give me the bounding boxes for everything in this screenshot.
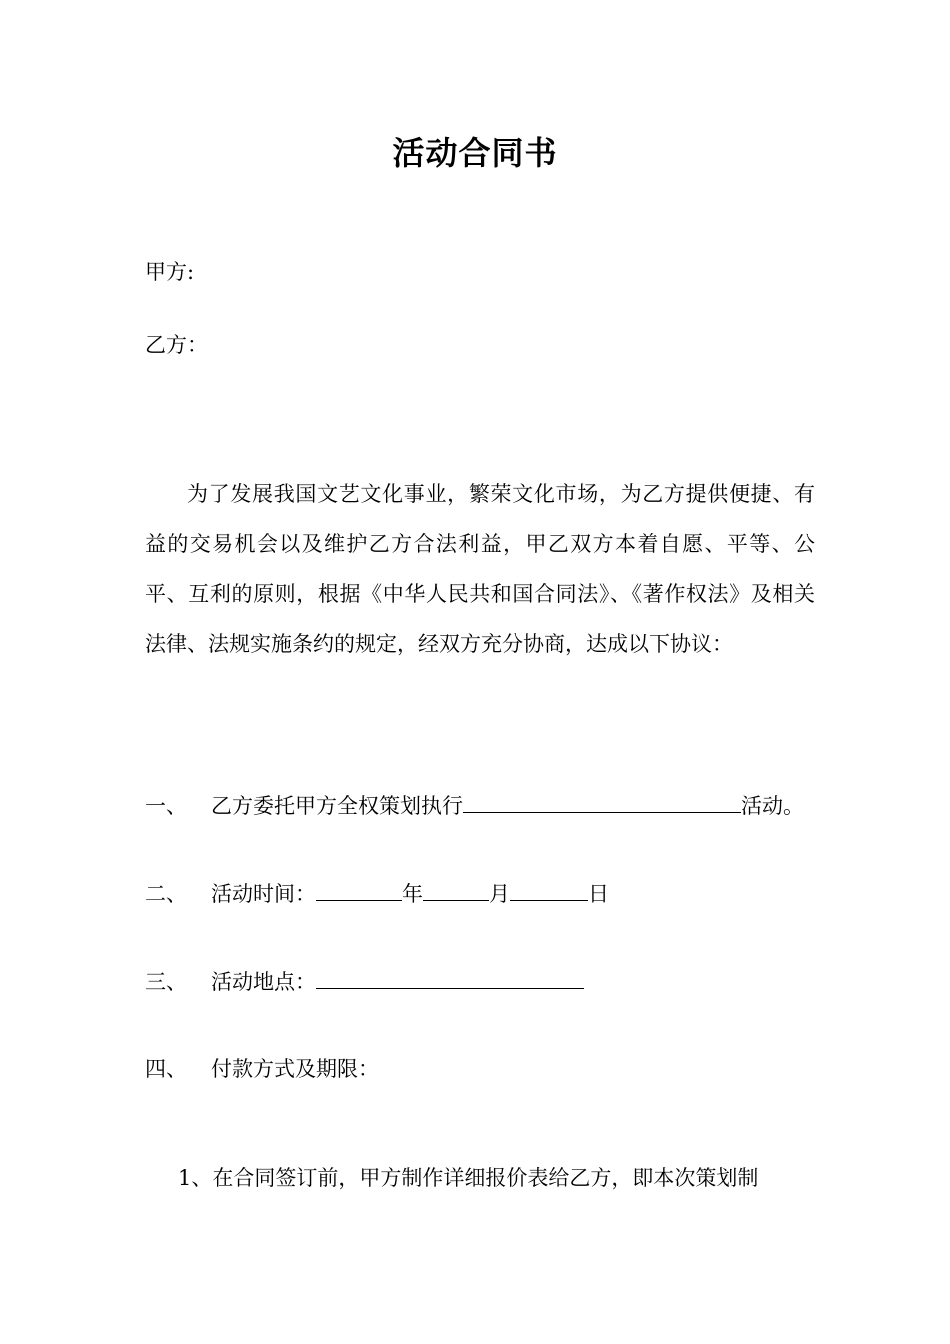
preamble-paragraph: 为了发展我国文艺文化事业，繁荣文化市场，为乙方提供便捷、有益的交易机会以及维护乙方合法利益，甲乙双方本着自愿、平等、公平、互利的原则，根据《中华人民共和国合同法》、《著作权法》及相关法律、法规实施条约的规定，经双方充分协商，达成以下协议： <box>145 482 815 656</box>
clause-number: 四、 <box>145 1057 187 1081</box>
clause-text: 乙方委托甲方全权策划执行 <box>211 794 463 818</box>
sub-item-1 <box>178 1162 758 1192</box>
month-blank[interactable] <box>423 878 489 901</box>
year-label: 年 <box>402 882 423 906</box>
sub-item-number: 1、 <box>178 1166 213 1190</box>
month-label: 月 <box>489 882 510 906</box>
activity-name-blank[interactable] <box>463 790 741 813</box>
sub-item-text: 在合同签订前，甲方制作详细报价表给乙方，即本次策划制 <box>212 1166 759 1190</box>
document-title: 活动合同书 <box>392 134 558 172</box>
day-blank[interactable] <box>510 878 588 901</box>
year-blank[interactable] <box>316 878 402 901</box>
party-b-label: 乙方： <box>145 333 208 357</box>
clause-number: 三、 <box>145 970 187 994</box>
clause-text-suffix: 活动。 <box>741 794 804 818</box>
location-blank[interactable] <box>316 966 584 989</box>
clause-number: 二、 <box>145 882 187 906</box>
day-label: 日 <box>588 882 609 906</box>
clause-number: 一、 <box>145 794 187 818</box>
clause-4 <box>145 1053 379 1083</box>
clause-label: 活动时间： <box>211 882 316 906</box>
clause-1 <box>145 790 804 820</box>
clause-label: 付款方式及期限： <box>211 1057 379 1081</box>
clause-label: 活动地点： <box>211 970 316 994</box>
clause-3 <box>145 966 584 996</box>
party-a-label: 甲方: <box>145 260 195 284</box>
clause-2 <box>145 878 609 908</box>
